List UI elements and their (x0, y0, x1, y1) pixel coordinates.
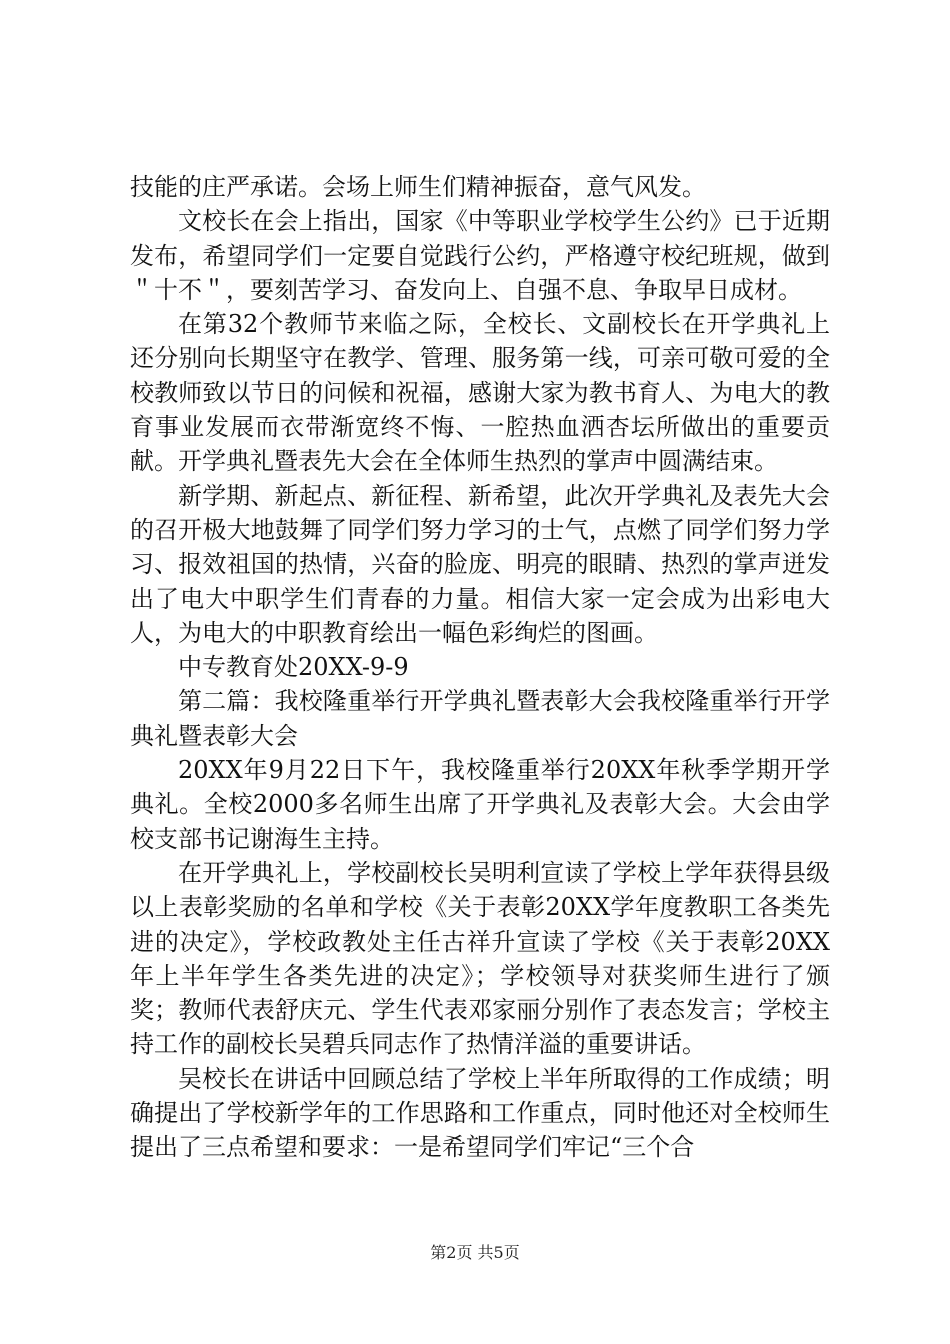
page-number-footer: 第2页 共5页 (430, 1243, 520, 1262)
paragraph-3: 在第32个教师节来临之际，全校长、文副校长在开学典礼上还分别向长期坚守在教学、管理、服务第一线，可亲可敬可爱的全校教师致以节日的问候和祝福，感谢大家为教书育人、为电大的教育事业发展而衣带渐宽终不悔、一腔热血洒杏坛所做出的重要贡献。开学典礼暨表先大会在全体师生热烈的掌声中圆满结束。 (130, 310, 830, 476)
paragraph-9: 吴校长在讲话中回顾总结了学校上半年所取得的工作成绩；明确提出了学校新学年的工作思路和工作重点，同时他还对全校师生提出了三点希望和要求：一是希望同学们牢记“三个合 (130, 1064, 830, 1162)
document-body (130, 170, 830, 1165)
paragraph-7: 20XX年9月22日下午，我校隆重举行20XX年秋季学期开学典礼。全校2000多名师生出席了开学典礼及表彰大会。大会由学校支部书记谢海生主持。 (130, 756, 830, 853)
paragraph-2: 文校长在会上指出，国家《中等职业学校学生公约》已于近期发布，希望同学们一定要自觉践行公约，严格遵守校纪班规，做到＂十不＂，要刻苦学习、奋发向上、自强不息、争取早日成材。 (130, 207, 830, 304)
paragraph-4: 新学期、新起点、新征程、新希望，此次开学典礼及表先大会的召开极大地鼓舞了同学们努力学习的士气，点燃了同学们努力学习、报效祖国的热情，兴奋的脸庞、明亮的眼睛、热烈的掌声迸发出了电大中职学生们青春的力量。相信大家一定会成为出彩电大人，为电大的中职教育绘出一幅色彩绚烂的图画。 (130, 481, 830, 647)
paragraph-8: 在开学典礼上，学校副校长吴明利宣读了学校上学年获得县级以上表彰奖励的名单和学校《关于表彰20XX学年度教职工各类先进的决定》，学校政教处主任古祥升宣读了学校《关于表彰20XX年上半年学生各类先进的决定》；学校领导对获奖师生进行了颁奖；教师代表舒庆元、学生代表邓家丽分别作了表态发言；学校主持工作的副校长吴碧兵同志作了热情洋溢的重要讲话。 (130, 858, 830, 1059)
paragraph-1: 技能的庄严承诺。会场上师生们精神振奋，意气风发。 (130, 173, 706, 201)
signature-line: 中专教育处20XX-9-9 (178, 653, 409, 682)
section-heading: 第二篇：我校隆重举行开学典礼暨表彰大会我校隆重举行开学典礼暨表彰大会 (130, 687, 830, 750)
